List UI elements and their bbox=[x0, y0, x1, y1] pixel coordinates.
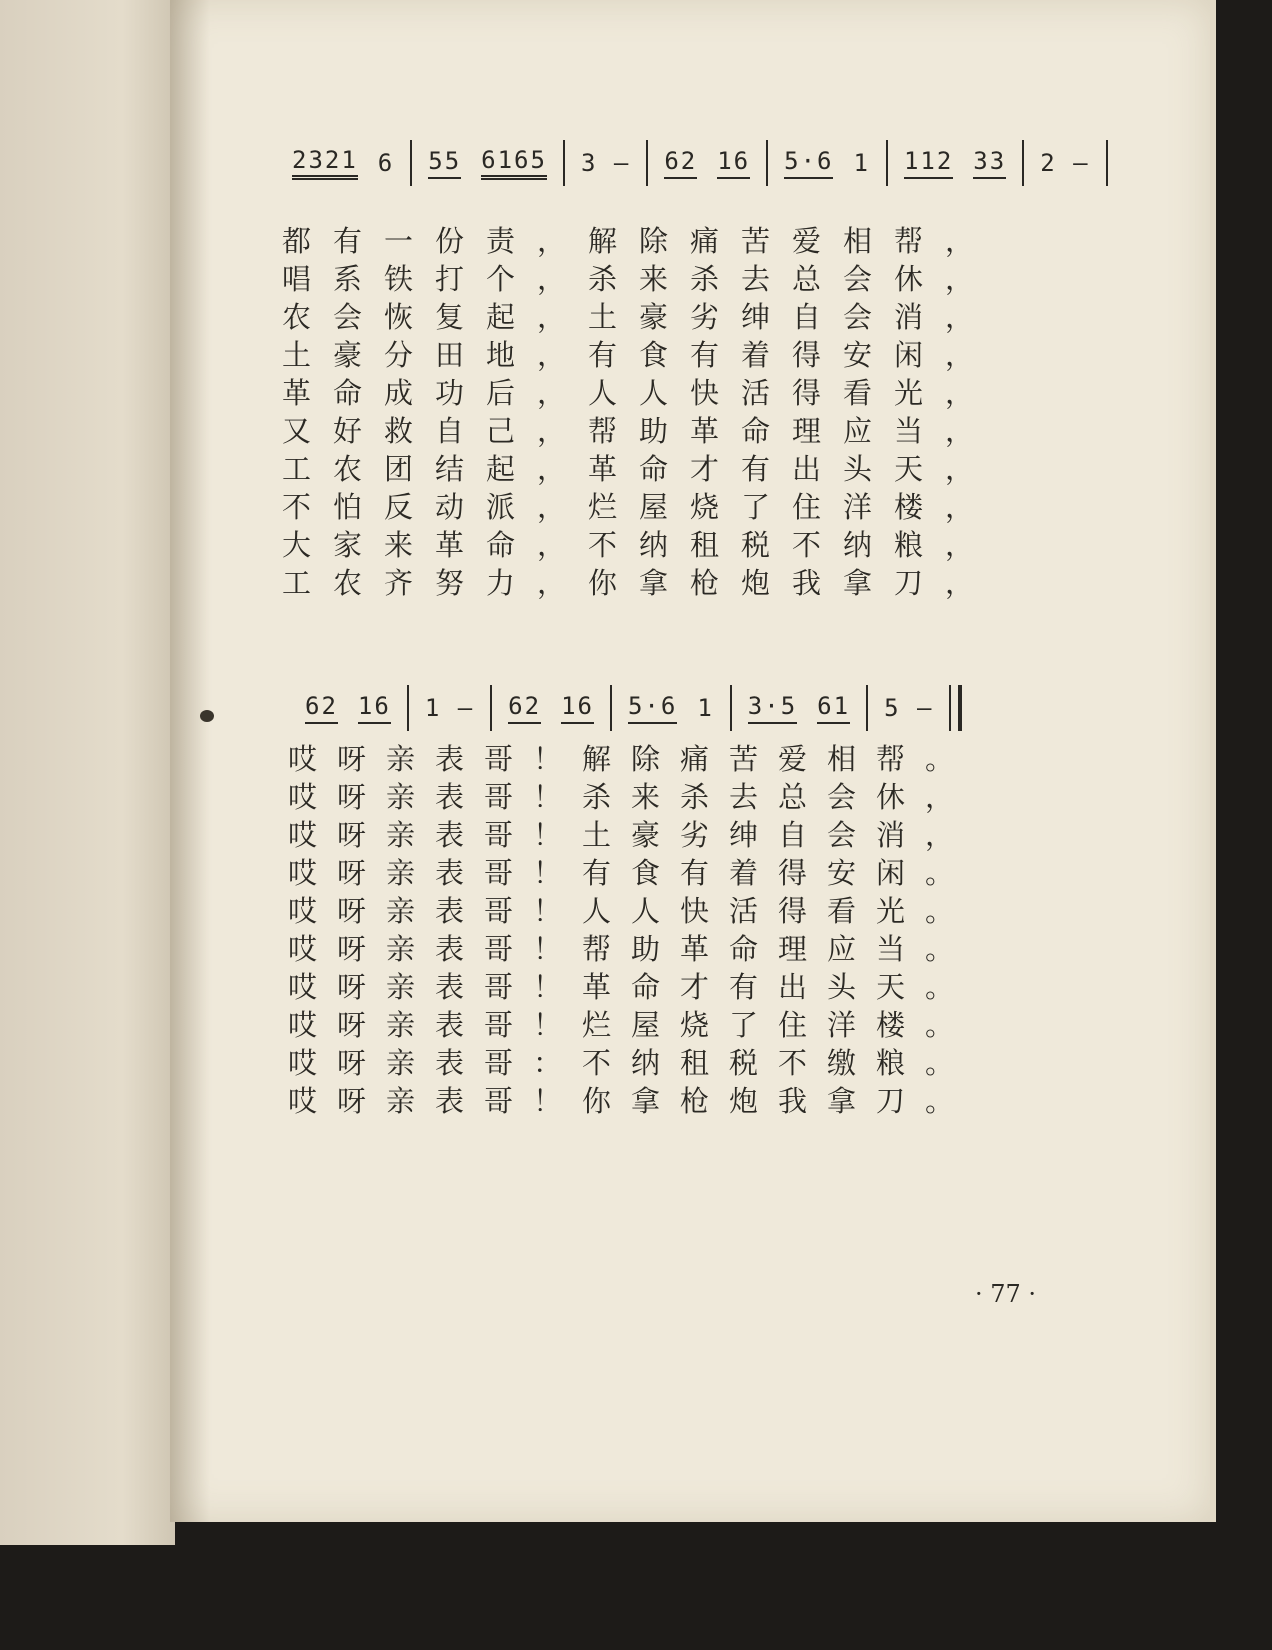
barline bbox=[407, 685, 409, 731]
lyrics-block-1 bbox=[282, 222, 996, 602]
note-group: 6 bbox=[377, 149, 395, 177]
lyric-line: 哎呀亲表哥！人人快活得看光。 bbox=[288, 894, 975, 928]
lyric-line: 哎呀亲表哥！解除痛苦爱相帮。 bbox=[288, 742, 975, 776]
note-group: 6165 bbox=[481, 146, 547, 180]
lyrics-block-2 bbox=[288, 740, 974, 1120]
lyric-line: 不怕反动派，烂屋烧了住洋楼， bbox=[282, 490, 997, 524]
note-group: 1 — bbox=[424, 694, 475, 722]
note-group: 5·6 bbox=[784, 147, 833, 179]
left-page-edge bbox=[0, 0, 175, 1545]
note-group: 16 bbox=[358, 692, 391, 724]
lyric-line: 哎呀亲表哥！烂屋烧了住洋楼。 bbox=[288, 1008, 975, 1042]
note-group: 2321 bbox=[292, 146, 358, 180]
barline bbox=[410, 140, 412, 186]
song-page bbox=[170, 0, 1216, 1522]
barline bbox=[766, 140, 768, 186]
barline bbox=[886, 140, 888, 186]
lyric-line: 唱系铁打个，杀来杀去总会休， bbox=[282, 262, 997, 296]
lyric-line: 哎呀亲表哥！革命才有出头天。 bbox=[288, 970, 975, 1004]
page-number: · 77 · bbox=[975, 1280, 1037, 1308]
lyric-line: 工农团结起，革命才有出头天， bbox=[282, 452, 997, 486]
lyric-line: 大家来革命，不纳租税不纳粮， bbox=[282, 528, 997, 562]
note-group: 55 bbox=[428, 147, 461, 179]
lyric-line: 又好救自己，帮助革命理应当， bbox=[282, 414, 997, 448]
note-group: 62 bbox=[305, 692, 338, 724]
note-group: 5·6 bbox=[628, 692, 677, 724]
lyric-line: 农会恢复起，土豪劣绅自会消， bbox=[282, 300, 997, 334]
note-group: 62 bbox=[508, 692, 541, 724]
lyric-line: 哎呀亲表哥！土豪劣绅自会消， bbox=[288, 818, 975, 852]
lyric-line: 哎呀亲表哥！杀来杀去总会休， bbox=[288, 780, 975, 814]
lyric-line: 哎呀亲表哥！有食有着得安闲。 bbox=[288, 856, 975, 890]
barline bbox=[646, 140, 648, 186]
ink-blot bbox=[200, 710, 214, 722]
note-group: 3·5 bbox=[748, 692, 797, 724]
barline bbox=[1022, 140, 1024, 186]
note-group: 16 bbox=[561, 692, 594, 724]
note-group: 3 — bbox=[580, 149, 631, 177]
note-group: 16 bbox=[717, 147, 750, 179]
note-group: 61 bbox=[817, 692, 850, 724]
lyric-line: 土豪分田地，有食有着得安闲， bbox=[282, 338, 997, 372]
notation-line-1 bbox=[282, 135, 1114, 191]
barline bbox=[1106, 140, 1108, 186]
note-group: 2 — bbox=[1040, 149, 1090, 177]
notation-line-2 bbox=[295, 680, 968, 736]
lyric-line: 哎呀亲表哥：不纳租税不缴粮。 bbox=[288, 1046, 975, 1080]
spine-shadow bbox=[170, 0, 210, 1522]
barline bbox=[610, 685, 612, 731]
lyric-line: 哎呀亲表哥！你拿枪炮我拿刀。 bbox=[288, 1084, 975, 1118]
barline bbox=[563, 140, 565, 186]
lyric-line: 革命成功后，人人快活得看光， bbox=[282, 376, 997, 410]
barline bbox=[730, 685, 732, 731]
lyric-line: 工农齐努力，你拿枪炮我拿刀， bbox=[282, 566, 997, 600]
note-group: 62 bbox=[664, 147, 697, 179]
barline bbox=[866, 685, 868, 731]
note-group: 1 bbox=[697, 694, 714, 722]
note-group: 33 bbox=[973, 147, 1006, 179]
note-group: 112 bbox=[904, 147, 953, 179]
lyric-line: 都有一份责，解除痛苦爱相帮， bbox=[282, 224, 997, 258]
barline bbox=[490, 685, 492, 731]
lyric-line: 哎呀亲表哥！帮助革命理应当。 bbox=[288, 932, 975, 966]
note-group: 5 — bbox=[884, 694, 934, 722]
final-barline bbox=[949, 685, 962, 731]
note-group: 1 bbox=[853, 149, 870, 177]
